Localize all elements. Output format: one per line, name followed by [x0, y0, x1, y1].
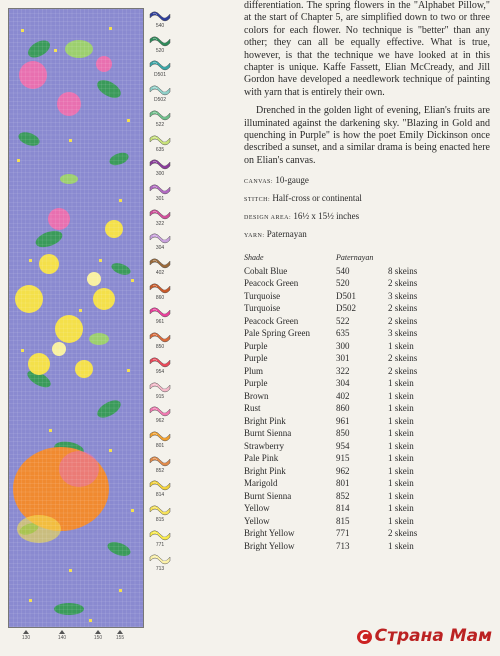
shade-code: 540 [336, 265, 350, 276]
chart-leaf [54, 603, 84, 615]
chart-pink-fruit [96, 56, 112, 72]
table-row [244, 364, 448, 377]
skein-count: 1 skein [388, 428, 414, 439]
spec-item [244, 211, 490, 221]
yarn-swatch [145, 208, 175, 231]
chart-dot [29, 599, 32, 602]
shade-name: Burnt Sienna [244, 428, 292, 439]
yarn-swatch [145, 553, 175, 576]
shade-code: 301 [336, 353, 350, 364]
chart-yellow-fruit [39, 254, 59, 274]
swatch-code: 300 [155, 171, 165, 178]
shade-name: Purple [244, 353, 268, 364]
swatch-code: 402 [155, 270, 165, 276]
skein-count: 1 skein [388, 415, 414, 426]
shade-name: Bright Pink [244, 465, 286, 476]
shade-name: Turquoise [244, 303, 281, 314]
swatch-code: 635 [155, 146, 165, 153]
chart-dot [89, 619, 92, 622]
swatch-code: 860 [155, 294, 165, 301]
shade-name: Pale Pink [244, 453, 279, 464]
yarn-swatch [145, 356, 175, 379]
chart-dot [21, 349, 24, 352]
spec-value: 10-gauge [275, 175, 309, 186]
yarn-swatch [145, 158, 175, 181]
swatch-code: 815 [155, 517, 165, 523]
swatch-code: D502 [154, 97, 166, 104]
skein-count: 1 skein [388, 453, 414, 464]
shade-name: Purple [244, 340, 268, 351]
skein-count: 8 skeins [388, 265, 418, 276]
table-row [244, 439, 448, 452]
chart-dot [131, 279, 134, 282]
table-row [244, 302, 448, 315]
chart-dot [21, 29, 24, 32]
column-header-paternayan: Paternayan [336, 253, 374, 263]
chart-leaf-light [89, 333, 109, 345]
spec-value: Paternayan [266, 229, 307, 240]
swatch-code: 301 [155, 195, 165, 202]
swatch-code: 915 [155, 393, 165, 400]
chart-dot [69, 139, 72, 142]
yarn-skein-icon [149, 134, 171, 146]
yarn-skein-icon [149, 479, 171, 491]
skein-count: 1 skein [388, 390, 414, 401]
swatch-code: 540 [155, 23, 165, 29]
spec-item [244, 229, 490, 239]
chart-pink-fruit [19, 61, 47, 89]
swatch-code: 520 [155, 47, 165, 54]
column-header-quantity [388, 253, 448, 264]
chart-yellow-fruit [55, 315, 83, 343]
table-header-row [244, 253, 448, 264]
chart-dot [127, 369, 130, 372]
yarn-swatch [145, 10, 175, 33]
chart-column-ticks [8, 630, 144, 648]
shade-code: 402 [336, 390, 350, 401]
spec-value: Half-cross or continental [272, 193, 362, 204]
yarn-skein-icon [149, 306, 171, 318]
shade-name: Bright Yellow [244, 540, 295, 551]
table-row [244, 389, 448, 402]
yarn-skein-icon [149, 553, 171, 565]
shade-code: 852 [336, 490, 350, 501]
yarn-swatch [145, 134, 175, 157]
spec-list [244, 175, 490, 239]
shade-code: 954 [336, 440, 350, 451]
skein-count: 2 skeins [388, 528, 418, 539]
skein-count: 2 skeins [388, 353, 418, 364]
table-row [244, 452, 448, 465]
chart-pink-fruit [57, 92, 81, 116]
skein-count: 1 skein [388, 465, 414, 476]
chart-yellow-fruit [93, 288, 115, 310]
yarn-swatch [145, 35, 175, 58]
skein-count: 2 skeins [388, 303, 418, 314]
yarn-swatch [145, 282, 175, 305]
shade-code: 520 [336, 278, 350, 289]
shade-name: Brown [244, 390, 269, 401]
yarn-swatch [145, 109, 175, 132]
skein-count: 2 skeins [388, 315, 418, 326]
watermark-text: Страна Мам [374, 626, 492, 646]
shade-code: 814 [336, 503, 350, 514]
tick-mark: 140 [52, 630, 72, 641]
yarn-swatch [145, 84, 175, 107]
swatch-code: D501 [154, 72, 166, 79]
yarn-skein-icon [149, 59, 171, 71]
skein-count: 3 skeins [388, 290, 418, 301]
yarn-swatch [145, 430, 175, 453]
shade-code: 850 [336, 428, 350, 439]
swatch-code: 322 [155, 220, 165, 227]
spec-item [244, 175, 490, 185]
swatch-code: 954 [155, 368, 165, 375]
table-row [244, 377, 448, 390]
yarn-swatch [145, 529, 175, 552]
yarn-skein-icon [149, 529, 171, 541]
yarn-swatch [145, 232, 175, 255]
spec-label: YARN: [244, 233, 265, 240]
tick-mark: 150 [88, 630, 108, 641]
chart-yellow-fruit [15, 285, 43, 313]
shade-name: Bright Yellow [244, 528, 295, 539]
shade-code: 771 [336, 528, 350, 539]
shade-name: Bright Pink [244, 415, 286, 426]
yarn-shade-table [244, 253, 448, 552]
chart-orange-fruit-highlight [17, 515, 61, 543]
yarn-skein-icon [149, 405, 171, 417]
shade-name: Burnt Sienna [244, 490, 292, 501]
yarn-skein-icon [149, 109, 171, 121]
article-text [244, 0, 490, 552]
chart-leaf-light [60, 174, 78, 184]
yarn-skein-icon [149, 356, 171, 368]
shade-code: 915 [336, 453, 350, 464]
table-row [244, 402, 448, 415]
shade-name: Cobalt Blue [244, 265, 288, 276]
shade-code: 322 [336, 365, 350, 376]
chart-yellow-fruit [75, 360, 93, 378]
body-paragraph: Drenched in the golden light of evening, Elian's fruits are illuminated against the darkening sky. "Blazing in Gold and quenching in Purple" is how the poet Emily Dickinson once described a sunset, and a similar drama is being enacted here on Elian's canvas. [244, 105, 490, 166]
shade-code: 961 [336, 415, 350, 426]
yarn-skein-icon [149, 35, 171, 47]
chart-dot [109, 27, 112, 30]
skein-count: 1 skein [388, 540, 414, 551]
yarn-swatch [145, 331, 175, 354]
chart-dot [54, 49, 57, 52]
chart-dot [131, 509, 134, 512]
yarn-skein-icon [149, 282, 171, 294]
swatch-code: 962 [155, 418, 165, 425]
shade-name: Peacock Green [244, 315, 299, 326]
swatch-code: 850 [155, 344, 165, 351]
yarn-skein-icon [149, 331, 171, 343]
shade-code: 860 [336, 403, 350, 414]
chart-pale-fruit [52, 342, 66, 356]
yarn-skein-icon [149, 504, 171, 516]
chart-dot [99, 259, 102, 262]
shade-name: Plum [244, 365, 264, 376]
shade-name: Strawberry [244, 440, 284, 451]
skein-count: 1 skein [388, 478, 414, 489]
spec-label: CANVAS: [244, 179, 274, 186]
shade-name: Rust [244, 403, 261, 414]
table-row [244, 264, 448, 277]
table-row [244, 502, 448, 515]
swatch-code: 961 [155, 319, 165, 326]
skein-count: 1 skein [388, 340, 414, 351]
swatch-code: 522 [155, 121, 165, 128]
skein-count: 1 skein [388, 440, 414, 451]
table-row [244, 464, 448, 477]
table-row [244, 539, 448, 552]
shade-name: Pale Spring Green [244, 328, 310, 339]
spec-value: 16½ x 15½ inches [293, 211, 360, 222]
shade-name: Yellow [244, 515, 270, 526]
chart-dot [119, 199, 122, 202]
chart-pale-fruit [87, 272, 101, 286]
table-row [244, 477, 448, 490]
cross-stitch-chart [8, 8, 144, 628]
chart-dot [127, 119, 130, 122]
yarn-swatch [145, 479, 175, 502]
yarn-skein-icon [149, 84, 171, 96]
spec-label: STITCH: [244, 197, 271, 204]
yarn-swatch [145, 405, 175, 428]
table-row [244, 427, 448, 440]
skein-count: 1 skein [388, 515, 414, 526]
shade-code: 801 [336, 478, 350, 489]
shade-name: Yellow [244, 503, 270, 514]
spec-label: DESIGN AREA: [244, 215, 292, 222]
table-row [244, 514, 448, 527]
chart-dot [119, 589, 122, 592]
tick-mark: 155 [110, 630, 130, 641]
skein-count: 1 skein [388, 378, 414, 389]
yarn-skein-icon [149, 430, 171, 442]
shade-code: 962 [336, 465, 350, 476]
yarn-skein-icon [149, 158, 171, 170]
yarn-swatch [145, 455, 175, 478]
yarn-swatch [145, 257, 175, 280]
shade-code: D502 [336, 303, 356, 314]
shade-name: Marigold [244, 478, 278, 489]
body-paragraph: differentiation. The spring flowers in the "Alphabet Pillow," at the start of Chapter 5, are simplified down to two or three colors for each flower. No technique is "better" than any other; they can all be equally effective. What is true, however, is that the technique we have looked at in this chapter is unique. Kaffe Fassett, Elian McCready, and Jill Gordon have developed a needlework technique of painting with yarn that is entirely their own. [244, 0, 490, 98]
table-row [244, 314, 448, 327]
skein-count: 1 skein [388, 490, 414, 501]
swatch-code: 814 [155, 492, 165, 499]
table-row [244, 277, 448, 290]
swatch-code: 304 [155, 245, 165, 252]
table-row [244, 339, 448, 352]
swatch-code: 801 [155, 442, 165, 449]
table-row [244, 289, 448, 302]
shade-name: Turquoise [244, 290, 281, 301]
tick-mark: 130 [16, 630, 36, 641]
swatch-code: 852 [155, 467, 165, 474]
yarn-swatch [145, 183, 175, 206]
table-row [244, 489, 448, 502]
chart-dot [29, 259, 32, 262]
swatch-code: 713 [155, 566, 165, 573]
chart-dot [109, 449, 112, 452]
skein-count: 2 skeins [388, 278, 418, 289]
yarn-swatch [145, 59, 175, 82]
skein-count: 1 skein [388, 403, 414, 414]
yarn-skein-icon [149, 10, 171, 22]
skein-count: 3 skeins [388, 328, 418, 339]
skein-count: 1 skein [388, 503, 414, 514]
shade-code: D501 [336, 290, 356, 301]
chart-dot [69, 569, 72, 572]
shade-code: 713 [336, 540, 350, 551]
watermark-mark: C [357, 630, 372, 644]
skein-count: 2 skeins [388, 365, 418, 376]
yarn-skein-icon [149, 381, 171, 393]
shade-code: 304 [336, 378, 350, 389]
table-row [244, 414, 448, 427]
swatch-code: 771 [155, 541, 165, 548]
column-header-shade: Shade [244, 253, 264, 263]
table-row [244, 352, 448, 365]
shade-code: 300 [336, 340, 350, 351]
shade-name: Peacock Green [244, 278, 299, 289]
shade-code: 522 [336, 315, 350, 326]
yarn-skein-icon [149, 183, 171, 195]
chart-dot [49, 429, 52, 432]
yarn-skein-icon [149, 232, 171, 244]
yarn-swatch [145, 381, 175, 404]
watermark-logo [357, 626, 492, 646]
table-row [244, 327, 448, 340]
table-row [244, 527, 448, 540]
shade-code: 635 [336, 328, 350, 339]
yarn-swatch [145, 306, 175, 329]
shade-name: Purple [244, 378, 268, 389]
yarn-skein-icon [149, 455, 171, 467]
yarn-skein-icon [149, 257, 171, 269]
shade-code: 815 [336, 515, 350, 526]
yarn-skein-icon [149, 208, 171, 220]
yarn-color-legend [145, 10, 175, 590]
yarn-swatch [145, 504, 175, 527]
spec-item [244, 193, 490, 203]
